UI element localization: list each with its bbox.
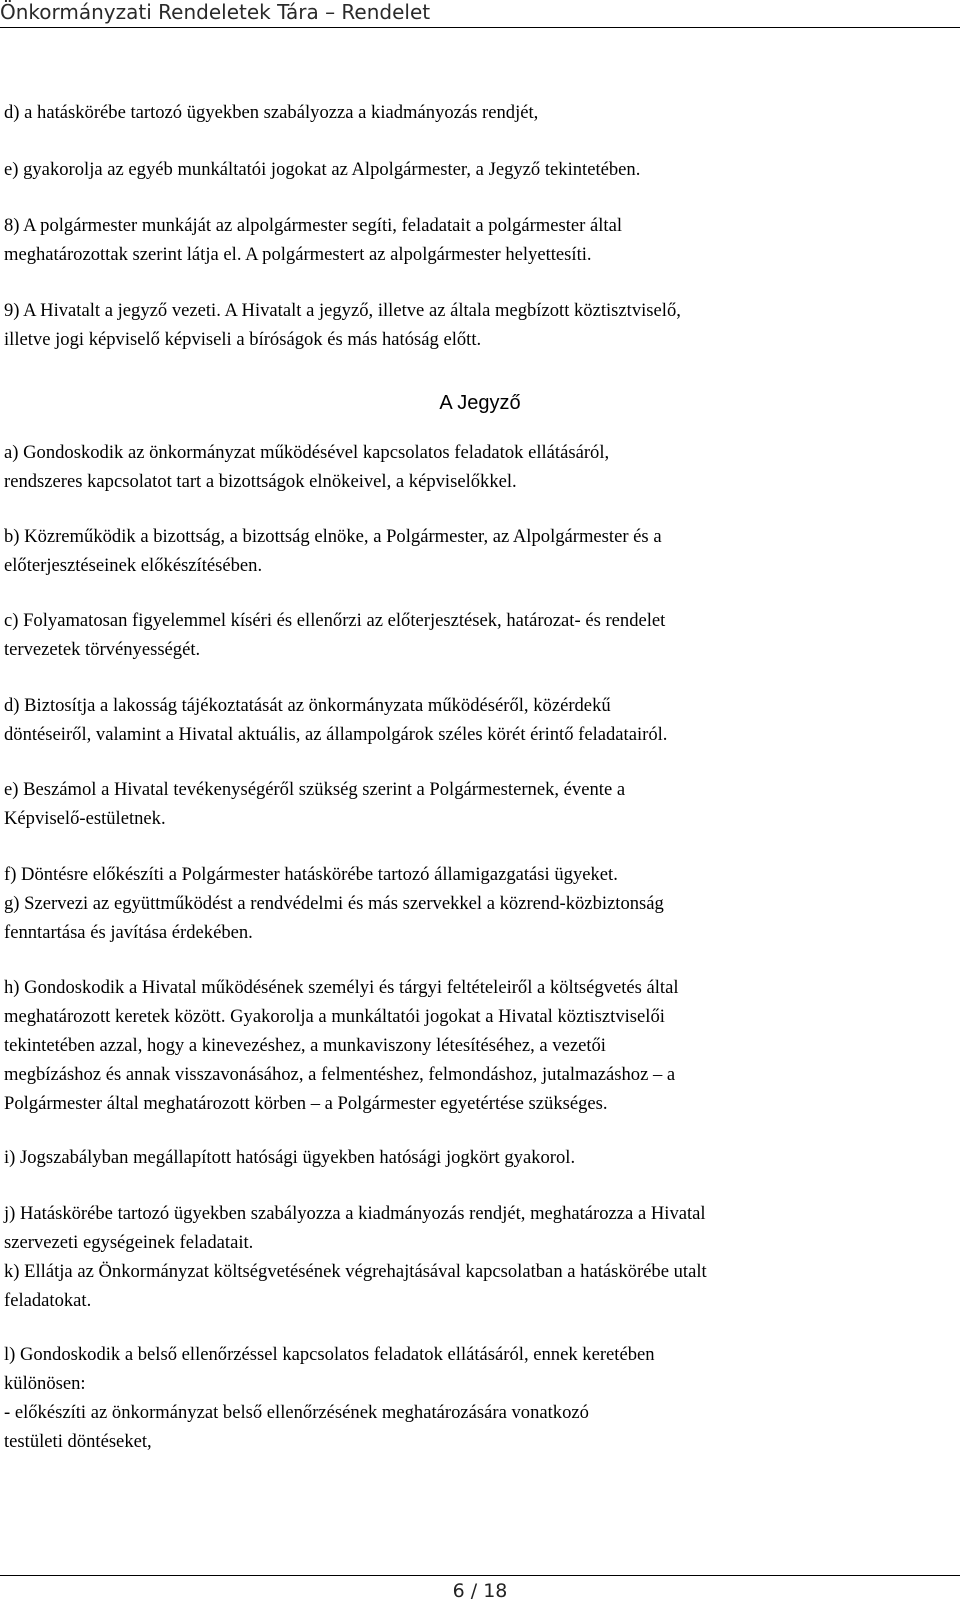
text-line: tervezetek törvényességét.	[4, 639, 201, 660]
text-line: c) Folyamatosan figyelemmel kíséri és ellenőrzi az előterjesztések, határozat- és rendelet	[4, 610, 666, 631]
item-b	[4, 522, 662, 580]
section-title-jegyzo: A Jegyző	[439, 392, 521, 414]
text-line: a) Gondoskodik az önkormányzat működésével kapcsolatos feladatok ellátásáról,	[4, 442, 610, 463]
item-e	[4, 775, 625, 833]
item-f-g	[4, 860, 664, 947]
text-line: fenntartása és javítása érdekében.	[4, 922, 253, 943]
text-line: d) a hatáskörébe tartozó ügyekben szabályozza a kiadmányozás rendjét,	[4, 102, 539, 123]
text-line: rendszeres kapcsolatot tart a bizottságok elnökeivel, a képviselőkkel.	[4, 471, 517, 492]
text-line: g) Szervezi az együttműködést a rendvédelmi és más szervekkel a közrend-közbiztonság	[4, 893, 664, 914]
paragraph-e	[4, 155, 640, 184]
item-a	[4, 438, 609, 496]
text-line: különösen:	[4, 1373, 86, 1394]
text-line: 8) A polgármester munkáját az alpolgármester segíti, feladatait a polgármester által	[4, 215, 623, 236]
text-line: döntéseiről, valamint a Hivatal aktuális, az állampolgárok széles körét érintő feladatairól.	[4, 724, 668, 745]
text-line: f) Döntésre előkészíti a Polgármester hatáskörébe tartozó államigazgatási ügyeket.	[4, 864, 618, 885]
text-line: testületi döntéseket,	[4, 1431, 152, 1452]
text-line: e) Beszámol a Hivatal tevékenységéről szükség szerint a Polgármesternek, évente a	[4, 779, 626, 800]
document-header-title: Önkormányzati Rendeletek Tára – Rendelet	[0, 0, 431, 24]
item-h	[4, 973, 679, 1118]
paragraph-8	[4, 211, 622, 269]
item-d	[4, 691, 667, 749]
text-line: Képviselő-estületnek.	[4, 808, 166, 829]
text-line: h) Gondoskodik a Hivatal működésének személyi és tárgyi feltételeiről a költségvetés által	[4, 977, 679, 998]
item-j-k	[4, 1199, 707, 1315]
text-line: feladatokat.	[4, 1290, 92, 1311]
text-line: d) Biztosítja a lakosság tájékoztatását az önkormányzata működéséről, közérdekű	[4, 695, 611, 716]
text-line: e) gyakorolja az egyéb munkáltatói jogokat az Alpolgármester, a Jegyző tekintetében.	[4, 159, 641, 180]
item-c	[4, 606, 665, 664]
text-line: b) Közreműködik a bizottság, a bizottság elnöke, a Polgármester, az Alpolgármester és a	[4, 526, 662, 547]
item-l	[4, 1340, 655, 1456]
text-line: illetve jogi képviselő képviseli a bíróságok és más hatóság előtt.	[4, 329, 482, 350]
text-line: tekintetében azzal, hogy a kinevezéshez, a munkaviszony létesítéséhez, a vezetői	[4, 1035, 606, 1056]
page-number: 6 / 18	[452, 1580, 508, 1602]
text-line: meghatározott keretek között. Gyakorolja a munkáltatói jogokat a Hivatal köztisztviselői	[4, 1006, 665, 1027]
text-line: megbízáshoz és annak visszavonásához, a felmentéshez, felmondáshoz, jutalmazáshoz – a	[4, 1064, 676, 1085]
item-i	[4, 1143, 575, 1172]
text-line: j) Hatáskörébe tartozó ügyekben szabályozza a kiadmányozás rendjét, meghatározza a Hivatal	[4, 1203, 706, 1224]
text-line: k) Ellátja az Önkormányzat költségvetésének végrehajtásával kapcsolatban a hatáskörébe utalt	[4, 1261, 707, 1282]
paragraph-9	[4, 296, 681, 354]
text-line: szervezeti egységeinek feladatait.	[4, 1232, 254, 1253]
text-line: - előkészíti az önkormányzat belső ellenőrzésének meghatározására vonatkozó	[4, 1402, 589, 1423]
text-line: l) Gondoskodik a belső ellenőrzéssel kapcsolatos feladatok ellátásáról, ennek keretében	[4, 1344, 655, 1365]
text-line: Polgármester által meghatározott körben – a Polgármester egyetértése szükséges.	[4, 1093, 608, 1114]
text-line: előterjesztéseinek előkészítésében.	[4, 555, 263, 576]
paragraph-d	[4, 98, 538, 127]
text-line: meghatározottak szerint látja el. A polgármestert az alpolgármester helyettesíti.	[4, 244, 592, 265]
text-line: 9) A Hivatalt a jegyző vezeti. A Hivatalt a jegyző, illetve az általa megbízott köztisztviselő,	[4, 300, 681, 321]
footer-divider	[0, 1575, 960, 1576]
header-divider	[0, 27, 960, 28]
text-line: i) Jogszabályban megállapított hatósági ügyekben hatósági jogkört gyakorol.	[4, 1147, 576, 1168]
